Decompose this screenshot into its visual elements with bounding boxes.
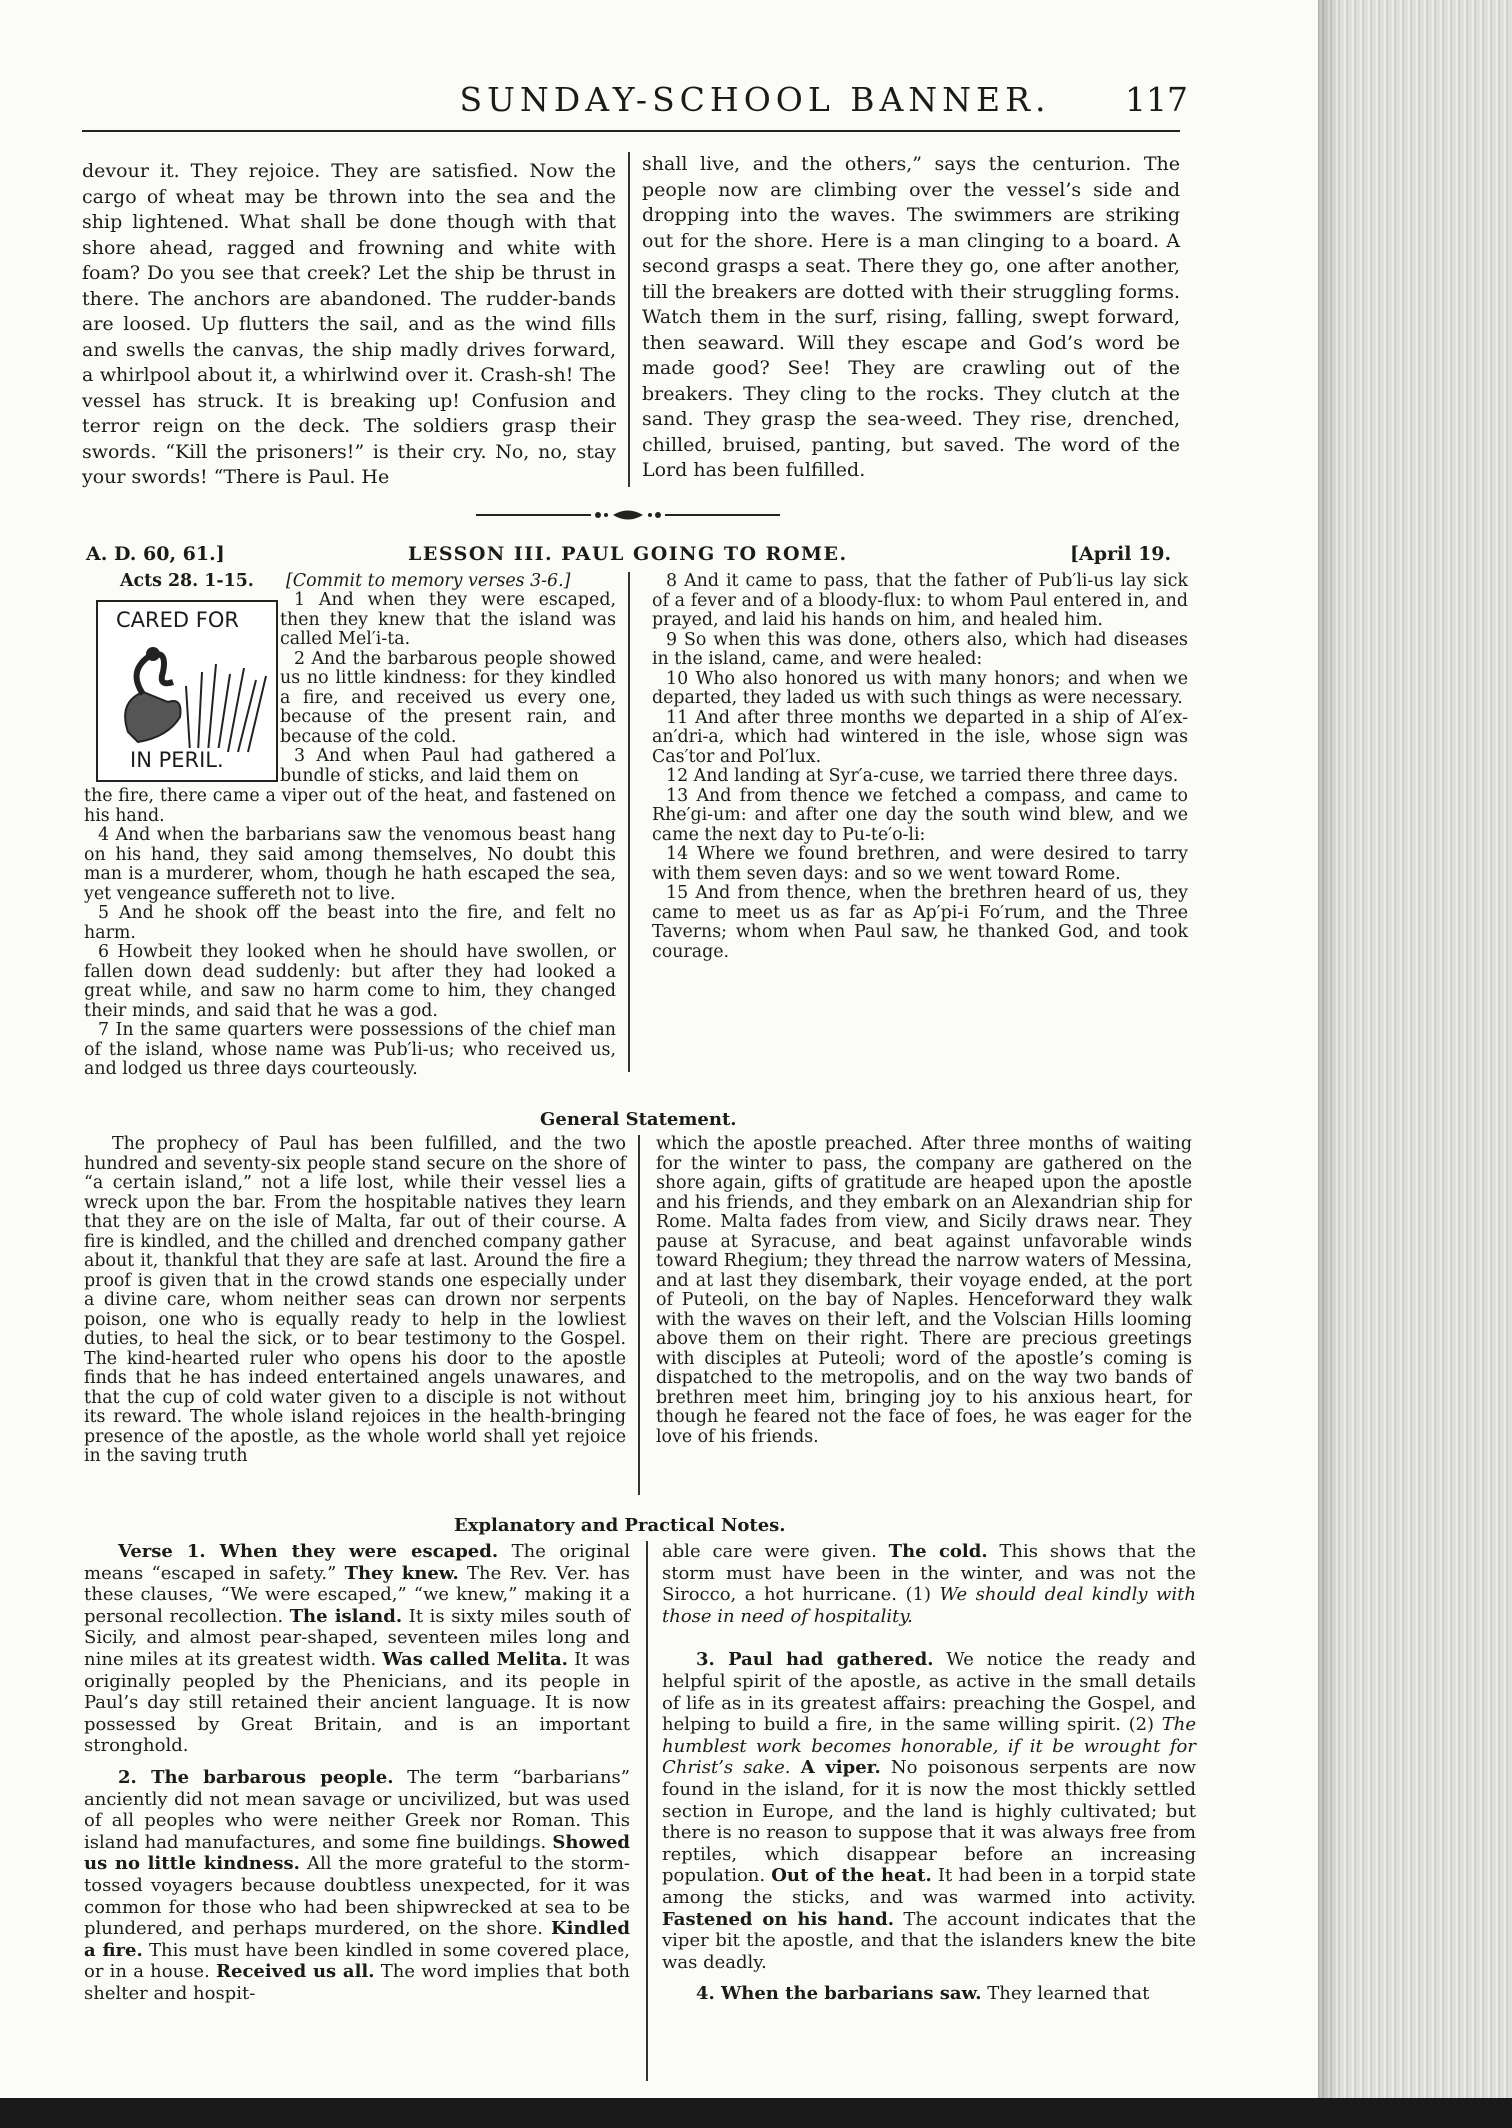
general-right bbox=[656, 1135, 1192, 1447]
verse-3b: the fire, there came a viper out of the heat, and fastened on his hand. bbox=[84, 786, 616, 826]
lesson-verses-right bbox=[652, 572, 1188, 962]
note-verse-2: 2. The barbarous people. The term “barbarians” anciently did not mean savage or uncivilized, but was used of all peoples who were neither Greek nor Roman. This island had manufactures, and some fine buildings. Showed us no little kindness. All the more grateful to the storm-tossed voyagers because doubtless unexpected, for it was common for those who had been shipwrecked at sea to be plundered, and perhaps murdered, on the shore. Kindled a fire. This must have been kindled in some covered place, or in a house. Received us all. The word implies that both shelter and hospit- bbox=[84, 1766, 631, 2004]
verse-14: 14 Where we found brethren, and were desired to tarry with them seven days: and so we went toward Rome. bbox=[652, 844, 1188, 884]
verse-10: 10 Who also honored us with many honors; and when we departed, they laded us with such things as were necessary. bbox=[652, 668, 1188, 708]
notes-heading: Explanatory and Practical Notes. bbox=[454, 1515, 786, 1536]
top-right-column bbox=[642, 152, 1180, 484]
verse-7: 7 In the same quarters were possessions of the chief man of the island, whose name was Pub′li-us; who received us, and lodged us three days courteously. bbox=[84, 1020, 616, 1079]
lesson-verses-beside-badge bbox=[280, 591, 616, 786]
verse-3a: 3 And when Paul had gathered a bundle of sticks, and laid them on bbox=[280, 746, 616, 786]
page-edges bbox=[1318, 0, 1512, 2128]
gutter-shadow bbox=[1318, 0, 1340, 2128]
column-rule bbox=[628, 572, 630, 1072]
note-verse-3: 3. Paul had gathered. We notice the ready and helpful spirit of the apostle, as active in the small details of life as in its greatest affairs: preaching the Gospel, and helping to build a fire, in the same willing spirit. (2) The humblest work becomes honorable, if it be wrought for Christ’s sake. A viper. No poisonous serpents are now found in the island, for it is now the most thickly settled section in Europe, and the land is highly cultivated; but there is no reason to suppose that it was always free from reptiles, which disappear before an increasing population. Out of the heat. It had been in a torpid state among the sticks, and was warmed into activity. Fastened on his hand. The account indicates that the viper bit the apostle, and that the islanders knew the bite was deadly. bbox=[662, 1649, 1197, 1973]
badge-text-top: CARED FOR bbox=[116, 608, 239, 632]
note-verse-4: 4. When the barbarians saw. They learned that bbox=[696, 1983, 1150, 2005]
paragraph: devour it. They rejoice. They are satisfied. Now the cargo of wheat may be thrown into the sea and the ship lightened. What shall be done though with that shore ahead, ragged and frowning and white with foam? Do you see that creek? Let the ship be thrust in there. The anchors are abandoned. The rudder-bands are loosed. Up flutters the sail, and as the wind fills and swells the canvas, the ship madly drives forward, a whirlpool about it, a whirlwind over it. Crash-sh! The vessel has struck. It is breaking up! Confusion and terror reign on the deck. The soldiers grasp their swords. “Kill the prisoners!” is their cry. No, no, stay your swords! “There is Paul. He bbox=[82, 160, 616, 488]
general-statement-heading: General Statement. bbox=[540, 1109, 737, 1130]
lesson-month: [April 19. bbox=[1070, 543, 1172, 565]
column-rule bbox=[646, 1541, 648, 2081]
verse-8: 8 And it came to pass, that the father of Pub′li-us lay sick of a fever and of a bloody-flux: to whom Paul entered in, and prayed, and laid his hands on him, and healed him. bbox=[652, 571, 1188, 630]
memory-verse-note: [Commit to memory verses 3-6.] bbox=[286, 571, 571, 591]
paragraph: The prophecy of Paul has been fulfilled, and the two hundred and seventy-six people stand secure on the shore of “a certain island,” not a life lost, while their vessel lies a wreck upon the bar. From the hospitable natives they learn that they are on the isle of Malta, far out of their course. A fire is kindled, and the chilled and drenched company gather about it, thankful that they are safe at last. Around the fire a proof is given that in the crowd stands one especially under a divine care, whom neither seas can drown nor serpents poison, one who is equally ready to help in the lowliest duties, to heal the sick, or to bear testimony to the Gospel. The kind-hearted ruler who opens his door to the apostle finds that he has indeed entertained angels unawares, and that the cup of cold water given to a disciple is not without its reward. The whole island rejoices in the health-bringing presence of the apostle, as the whole world shall yet rejoice in the saving truth bbox=[84, 1134, 626, 1466]
paragraph: shall live, and the others,” says the centurion. The people now are climbing over the vessel’s side and dropping into the waves. The swimmers are striking out for the shore. Here is a man clinging to a board. A second grasps a seat. There they go, one after another, till the breakers are dotted with their struggling forms. Watch them in the surf, rising, falling, swept forward, then seaward. Will they escape and God’s word be made good? See! They are crawling out of the breakers. They cling to the rocks. They clutch at the sand. They grasp the sea-weed. They rise, drenched, chilled, bruised, panting, but saved. The word of the Lord has been fulfilled. bbox=[642, 153, 1180, 481]
scan-bottom-border bbox=[0, 2098, 1512, 2128]
verse-13: 13 And from thence we fetched a compass, and came to Rhe′gi-um: and after one day the south wind blew, and we came the next day to Pu-te′o-li: bbox=[652, 785, 1188, 845]
column-rule bbox=[638, 1135, 640, 1495]
cared-for-badge bbox=[96, 600, 278, 782]
verse-12: 12 And landing at Syr′a-cuse, we tarried there three days. bbox=[666, 766, 1179, 786]
lesson-date: A. D. 60, 61.] bbox=[86, 543, 225, 565]
notes-right bbox=[662, 1541, 1196, 2005]
ornament-divider bbox=[476, 505, 780, 525]
verse-6: 6 Howbeit they looked when he should have swollen, or fallen down dead suddenly: but after they had looked a great while, and saw no harm come to him, they changed their minds, and said that he was a god. bbox=[84, 942, 616, 1021]
lesson-verses-left bbox=[84, 787, 616, 1080]
note-verse-1: Verse 1. When they were escaped. The original means “escaped in safety.” They knew. The Rev. Ver. has these clauses, “We were escaped,” “we knew,” making it a personal recollection. The island. It is sixty miles south of Sicily, and almost pear-shaped, seventeen miles long and nine miles at its greatest width. Was called Melita. It was originally peopled by the Phenicians, and its people in Paul’s day still retained their ancient language. It is now possessed by Great Britain, and is an important stronghold. bbox=[84, 1541, 630, 1757]
badge-text-bottom: IN PERIL. bbox=[130, 748, 224, 772]
notes-left bbox=[84, 1541, 630, 2004]
lesson-title: LESSON III. PAUL GOING TO ROME. bbox=[408, 543, 848, 565]
verse-5: 5 And he shook off the beast into the fire, and felt no harm. bbox=[84, 903, 616, 943]
verse-4: 4 And when the barbarians saw the venomous beast hang on his hand, they said among themselves, No doubt this man is a murderer, whom, though he hath escaped the sea, yet vengeance suffereth not to live. bbox=[84, 825, 616, 904]
verse-2: 2 And the barbarous people showed us no little kindness: for they kindled a fire, and received us every one, because of the present rain, and because of the cold. bbox=[280, 648, 616, 747]
general-left bbox=[84, 1135, 626, 1467]
note-cold: able care were given. The cold. This shows that the storm must have been in the winter, and was not the Sirocco, a hot hurricane. (1) We should deal kindly with those in need of hospitality. bbox=[662, 1541, 1196, 1627]
column-rule bbox=[628, 152, 630, 487]
verse-9: 9 So when this was done, others also, which had diseases in the island, came, and were healed: bbox=[652, 629, 1188, 669]
header-rule bbox=[82, 130, 1180, 132]
page-number: 117 bbox=[1125, 80, 1188, 119]
paragraph: which the apostle preached. After three months of waiting for the winter to pass, the company are gathered on the shore again, gifts of gratitude are heaped upon the apostle and his friends, and they embark on an Alexandrian ship for Rome. Malta fades from view, and Sicily draws near. They pause at Syracuse, and beat against unfavorable winds toward Rhegium; they thread the narrow waters of Messina, and at last they disembark, their voyage ended, at the port of Puteoli, on the bay of Naples. Henceforward they walk with the waves on their left, and the Volscian Hills looming above them on their right. There are precious greetings with disciples at Puteoli; word of the apostle’s coming is dispatched to the metropolis, and on the way two bands of brethren meet him, bringing joy to his anxious heart, for though he feared not the face of foes, he was eager for the love of his friends. bbox=[656, 1134, 1192, 1447]
top-left-column bbox=[82, 159, 616, 491]
running-head: SUNDAY-SCHOOL BANNER. bbox=[459, 80, 1051, 119]
lesson-reference: Acts 28. 1-15. bbox=[120, 571, 254, 591]
verse-1: 1 And when they were escaped, then they knew that the island was called Mel′i-ta. bbox=[280, 590, 616, 649]
verse-11: 11 And after three months we departed in a ship of Al′ex-an′dri-a, which had wintered in the isle, whose sign was Cas′tor and Pol′lux. bbox=[652, 707, 1188, 767]
verse-15: 15 And from thence, when the brethren heard of us, they came to meet us as far as Ap′pi-i Fo′rum, and the Three Taverns; whom when Paul saw, he thanked God, and took courage. bbox=[652, 883, 1188, 962]
